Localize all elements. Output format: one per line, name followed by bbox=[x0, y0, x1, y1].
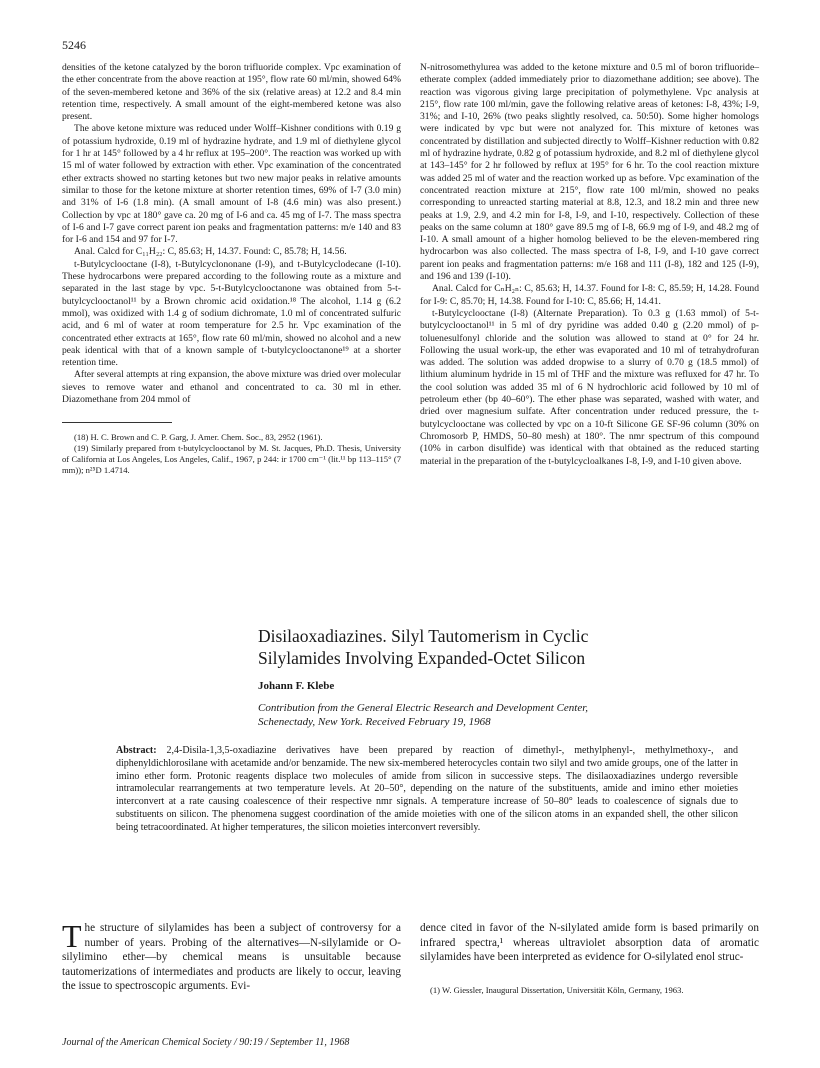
left-paragraph-3: Anal. Calcd for C₁₁H₂₂: C, 85.63; H, 14.37. Found: C, 85.78; H, 14.56. bbox=[74, 246, 347, 258]
affiliation-line-1: Contribution from the General Electric Research and Development Center, bbox=[258, 702, 589, 714]
footnote-1: (1) W. Giessler, Inaugural Dissertation, Universität Köln, Germany, 1963. bbox=[430, 985, 684, 995]
drop-cap: T bbox=[62, 918, 82, 954]
article-title bbox=[258, 625, 768, 669]
left-paragraph-4: t-Butylcyclooctane (I-8), t-Butylcyclononane (I-9), and t-Butylcyclodecane (I-10). These hydrocarbons were prepared according to the following route as a mixture and separated in the last stage by vpc. 5-t-Butylcyclooctanone was obtained from 5-t-butylcyclooctanol¹¹ by a Brown chromic acid oxidation.¹⁸ The alcohol, 1.14 g (6.2 mmol), was oxidized with 1.4 g of sodium dichromate, 1.0 ml of concentrated sulfuric acid, and 6 ml of water at room temperature for 2.5 hr. Vpc examination of the concentrated ether extracts at 165°, flow rate 60 ml/min, showed no alcohol and a new peak identical with that of a known sample of t-butylcyclooctanone¹⁹ at a shorter retention time. bbox=[62, 258, 401, 369]
abstract-label: Abstract: bbox=[116, 745, 157, 756]
author-name: Johann F. Klebe bbox=[258, 680, 335, 692]
page-number: 5246 bbox=[62, 38, 86, 52]
article-title-line-2: Silylamides Involving Expanded-Octet Silicon bbox=[258, 648, 586, 668]
footnote-divider bbox=[62, 422, 172, 423]
left-column bbox=[62, 62, 401, 476]
right-column bbox=[420, 62, 759, 468]
footnote-19: (19) Similarly prepared from t-butylcyclooctanol by M. St. Jacques, Ph.D. Thesis, University of California at Los Angeles, Los Angeles, Calif., 1967, p 244: ir 1700 cm⁻¹ (lit.¹¹ bp 113–115° (7 mm)); n²⁵D 1.4714. bbox=[62, 443, 401, 476]
left-paragraph-2: The above ketone mixture was reduced under Wolff–Kishner conditions with 0.19 g of potassium hydroxide, 0.19 ml of hydrazine hydrate, and 1.9 ml of diethylene glycol for 1 hr at 145° followed by a 4 hr reflux at 195–200°. The reaction was worked up with 15 ml of water followed by extraction with ether. Vpc examination of the concentrated ether extracts showed no starting ketones but two new major peaks in relative amounts similar to those for the ketone mixture at shorter retention times, 69% of I-7 (3.0 min) and 31% of I-6 (1.8 min). (A small amount of I-8 (4.6 min) was also present.) Collection by vpc at 180° gave ca. 20 mg of I-6 and ca. 45 mg of I-7. The mass spectra of I-6 and I-7 gave correct parent ion peaks and fragmentation patterns: m/e 140 and 83 for I-6 and 154 and 97 for I-7. bbox=[62, 123, 401, 246]
affiliation-line-2: Schenectady, New York. Received February 19, 1968 bbox=[258, 716, 491, 728]
footnote-18: (18) H. C. Brown and C. P. Garg, J. Amer. Chem. Soc., 83, 2952 (1961). bbox=[74, 432, 323, 443]
right-paragraph-3: t-Butylcyclooctane (I-8) (Alternate Preparation). To 0.3 g (1.63 mmol) of 5-t-butylcyclooctanol¹¹ in 5 ml of dry pyridine was added 0.40 g (2.20 mmol) of p-toluenesulfonyl chloride and the solution was allowed to stand at 0° for 24 hr. Following the usual work-up, the ether was evaporated and 10 ml of tetrahydrofuran was added. The solution was added dropwise to a slurry of 0.70 g (18.5 mmol) of lithium aluminum hydride in 15 ml of THF and the mixture was refluxed for 47 hr. To the cool solution was added 35 ml of 6 N hydrochloric acid followed by 10 ml of petroleum ether (bp 40–60°). The ether phase was separated, washed with water, and dried over magnesium sulfate. After concentration under reduced pressure, the t-butylcyclooctane was collected by vpc on a 10-ft Silicone GE SF-96 column (30% on Chromosorb P, HMDS, 50–80 mesh) at 180°. The nmr spectrum of this compound (10% in carbon disulfide) was identical with that obtained as the reduced starting material in the preparation of the t-butylcycloalkanes I-8, I-9, and I-10 given above. bbox=[420, 307, 759, 467]
article-header bbox=[258, 625, 768, 729]
intro-left-body: he structure of silylamides has been a subject of controversy for a number of years. Probing of the alternatives—N-silylamide or O-silylimino ether—by chemical means is unsuitable because tautomerizations of intermediates and products are likely to occur, leaving the issue to spectroscopic arguments. Evi- bbox=[62, 922, 401, 992]
affiliation bbox=[258, 701, 768, 729]
article-title-line-1: Disilaoxadiazines. Silyl Tautomerism in Cyclic bbox=[258, 626, 589, 646]
left-paragraph-5: After several attempts at ring expansion, the above mixture was dried over molecular sieves to remove water and ethanol and concentrated to ca. 30 ml in ether. Diazomethane from 204 mmol of bbox=[62, 369, 401, 406]
left-paragraph-1: densities of the ketone catalyzed by the boron trifluoride complex. Vpc examination of the ether concentrate from the above reaction at 195°, flow rate 60 ml/min, showed 64% of the seven-membered ketone and 36% of the six (relative areas) at 12.2 and 8.4 min retention time, respectively. A small amount of the eight-membered ketone was also present. bbox=[62, 62, 401, 123]
right-paragraph-2: Anal. Calcd for CₙH₂ₙ: C, 85.63; H, 14.37. Found for I-8: C, 85.59; H, 14.28. Found for I-9: C, 85.70; H, 14.38. Found for I-10: C, 85.66; H, 14.41. bbox=[420, 283, 759, 307]
abstract bbox=[116, 745, 738, 835]
abstract-text: 2,4-Disila-1,3,5-oxadiazine derivatives have been prepared by reaction of dimethyl-, methylphenyl-, methylmethoxy-, and diphenyldichlorosilane with acetamide and/or benzamide. The new six-membered heterocycles contain two silyl and two amide groups, one of the latter in imino ether form. Protonic reagents displace two molecules of amide from silicon in successive steps. The disilaoxadiazines undergo reversible intramolecular rearrangements at two temperature levels. At 20–50°, depending on the nature of the substituents, amide and imino ether moieties interconvert at a rate causing coalescence of their respective nmr signals. A temperature increase of 50–80° leads to coalescence of signals due to substituents on silicon. The phenomena suggest coordination of the amide moieties with one of the silicon atoms in an expanded shell, the other silicon being tetracoordinated. At higher temperatures, the silicon moieties interconvert reversibly. bbox=[116, 745, 739, 833]
right-paragraph-1: N-nitrosomethylurea was added to the ketone mixture and 0.5 ml of boron trifluoride–etherate complex (added immediately prior to diazomethane addition; see above). The reaction was vigorous giving large precipitation of polymethylene. Vpc analysis at 215°, flow rate 100 ml/min, gave the following relative areas of ketones: I-8, 43%; I-9, 31%; and I-10, 26% (two peaks slightly resolved, ca. 50:50). Some higher homologs were indicated by vpc but were not analyzed for. This mixture of ketones was concentrated by distillation and subjected directly to Wolff–Kishner reduction with 0.82 ml of hydrazine hydrate, 0.82 g of potassium hydroxide, and 8.2 ml of diethylene glycol at 143–145° for 2 hr followed by reflux at 195° for 6 hr. To the cool reaction mixture was added 25 ml of water and the reaction worked up as before. Vpc examination of the concentrated reaction mixture at 215°, flow rate 100 ml/min, showed no peaks corresponding to unreacted starting material at 8.8, 12.3, and 18.2 min and three new peaks at 1.9, 2.9, and 4.2 min for I-8, I-9, and I-10, respectively. Collection of these peaks on the same column at 180° gave 89.5 mg of I-8, 66.9 mg of I-9, and 48.2 mg of I-10. A small amount of a higher homolog believed to be the eleven-membered ring hydrocarbon was also collected. The mass spectra of I-8, I-9, and I-10 gave correct parent ion peaks and fragmentation patterns: m/e 168 and 111 (I-8), 182 and 125 (I-9), and 196 and 139 (I-10). bbox=[420, 62, 759, 283]
running-footer: Journal of the American Chemical Society / 90:19 / September 11, 1968 bbox=[62, 1037, 350, 1048]
intro-left-text bbox=[62, 918, 401, 994]
intro-right-text: dence cited in favor of the N-silylated amide form is based primarily on infrared spectra,¹ whereas ultraviolet absorption data of aromatic silylamides have been interpreted as evidence for O-silylated enol struc- bbox=[420, 922, 759, 963]
